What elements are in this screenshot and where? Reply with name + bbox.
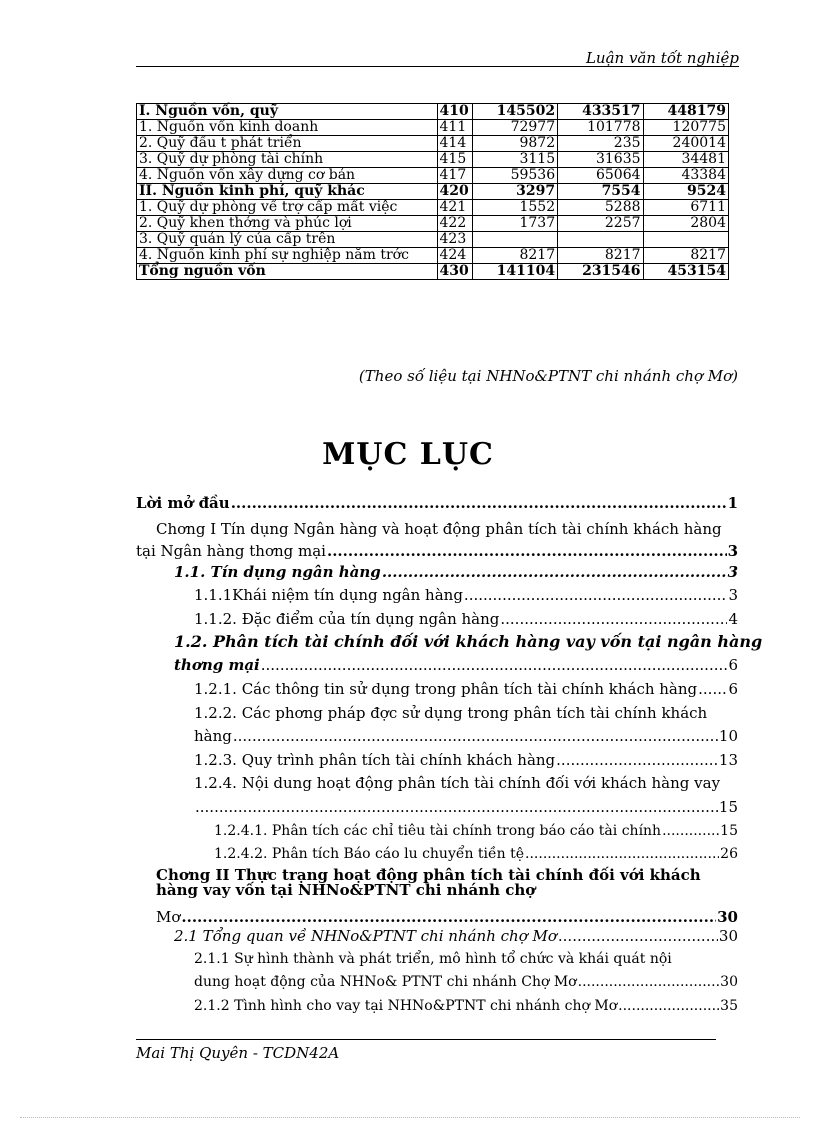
- toc-entry[interactable]: 2.1.2 Tình hình cho vay tại NHNo&PTNT chi nhánh chợ Mơ ..... 35: [194, 998, 738, 1014]
- table-row: [137, 184, 729, 200]
- table-cell-code: 424: [437, 248, 472, 264]
- table-cell-name: II. Nguồn kinh phí, quỹ khác: [137, 184, 438, 200]
- toc-entry-cont[interactable]: Mơ ..... 30: [156, 908, 738, 926]
- table-cell-name: 1. Nguồn vốn kinh doanh: [137, 120, 438, 136]
- toc-entry-cont[interactable]: ..... 15: [194, 798, 738, 816]
- table-cell-name: 4. Nguồn vốn xây dựng cơ bản: [137, 168, 438, 184]
- toc-entry[interactable]: 1.2.4.2. Phân tích Báo cáo lu chuyển tiền tệ ..... 26: [214, 846, 738, 862]
- table-cell-v3: 43384: [643, 168, 728, 184]
- toc-entry-cont[interactable]: thơng mại ..... 6: [174, 656, 738, 674]
- toc-entry[interactable]: Lời mở đầu ..... 1: [136, 494, 738, 512]
- table-cell-name: 2. Quỹ đầu t phát triển: [137, 136, 438, 152]
- toc-entry[interactable]: 1.2.4. Nội dung hoạt động phân tích tài chính đối với khách hàng vay: [194, 774, 721, 792]
- table-cell-v1: 3115: [472, 152, 557, 168]
- table-cell-v3: 34481: [643, 152, 728, 168]
- table-row: [137, 104, 729, 120]
- toc-entry[interactable]: 1.1.2. Đặc điểm của tín dụng ngân hàng ..... 4: [194, 610, 738, 628]
- toc-entry-cont[interactable]: hàng ..... 10: [194, 727, 738, 745]
- table-cell-code: 421: [437, 200, 472, 216]
- table-cell-code: 415: [437, 152, 472, 168]
- toc-entry[interactable]: 1.2.3. Quy trình phân tích tài chính khách hàng ..... 13: [194, 751, 738, 769]
- table-cell-v2: 7554: [558, 184, 643, 200]
- table-cell-v1: 1737: [472, 216, 557, 232]
- toc-entry[interactable]: Chơng II Thực trạng hoạt động phân tích tài chính đối với khách hàng vay vốn tại NHNo&PTNT chi nhánh chợ: [156, 866, 701, 899]
- table-cell-v2: 65064: [558, 168, 643, 184]
- table-cell-v2: 2257: [558, 216, 643, 232]
- table-cell-v1: 59536: [472, 168, 557, 184]
- table-cell-v3: 120775: [643, 120, 728, 136]
- table-cell-v2: 235: [558, 136, 643, 152]
- source-note: (Theo số liệu tại NHNo&PTNT chi nhánh chợ Mơ): [358, 367, 738, 385]
- table-cell-name: I. Nguồn vốn, quỹ: [137, 104, 438, 120]
- toc-entry[interactable]: 1.2.1. Các thông tin sử dụng trong phân tích tài chính khách hàng ..... 6: [194, 680, 738, 698]
- table-row: [137, 200, 729, 216]
- toc-entry-cont[interactable]: dung hoạt động của NHNo& PTNT chi nhánh Chợ Mơ ..... 30: [194, 974, 738, 990]
- table-cell-code: 417: [437, 168, 472, 184]
- table-row: [137, 168, 729, 184]
- table-cell-v3: 240014: [643, 136, 728, 152]
- table-cell-v3: 2804: [643, 216, 728, 232]
- table-cell-name: 3. Quỹ quản lý của cấp trên: [137, 232, 438, 248]
- table-cell-name: Tổng nguồn vốn: [137, 264, 438, 280]
- table-cell-v3: 9524: [643, 184, 728, 200]
- table-cell-v2: 5288: [558, 200, 643, 216]
- toc-title: MỤC LỤC: [322, 437, 494, 472]
- table-cell-v3: 8217: [643, 248, 728, 264]
- table-cell-code: 411: [437, 120, 472, 136]
- table-cell-v1: [472, 232, 557, 248]
- table-cell-v1: 8217: [472, 248, 557, 264]
- toc-entry[interactable]: 1.2. Phân tích tài chính đối với khách hàng vay vốn tại ngân hàng: [174, 632, 763, 651]
- toc-entry[interactable]: 2.1.1 Sự hình thành và phát triển, mô hình tổ chức và khái quát nội: [194, 951, 672, 967]
- toc-entry[interactable]: 2.1 Tổng quan về NHNo&PTNT chi nhánh chợ Mơ ..... 30: [174, 927, 738, 945]
- table-cell-v1: 3297: [472, 184, 557, 200]
- header-divider: [136, 66, 739, 67]
- table-row: [137, 152, 729, 168]
- toc-entry[interactable]: Chơng I Tín dụng Ngân hàng và hoạt động phân tích tài chính khách hàng: [156, 520, 722, 538]
- table-cell-code: 414: [437, 136, 472, 152]
- table-cell-name: 4. Nguồn kinh phí sự nghiệp năm trớc: [137, 248, 438, 264]
- table-cell-v1: 9872: [472, 136, 557, 152]
- table-row: [137, 264, 729, 280]
- table-cell-code: 430: [437, 264, 472, 280]
- table-row: [137, 248, 729, 264]
- footer-author: Mai Thị Quyên - TCDN42A: [136, 1044, 340, 1062]
- table-cell-v2: [558, 232, 643, 248]
- table-cell-v3: 448179: [643, 104, 728, 120]
- capital-sources-table: [136, 103, 729, 280]
- table-cell-v1: 1552: [472, 200, 557, 216]
- toc-entry[interactable]: 1.1.1Khái niệm tín dụng ngân hàng ..... 3: [194, 586, 738, 604]
- table-cell-code: 410: [437, 104, 472, 120]
- table-cell-v2: 433517: [558, 104, 643, 120]
- table-row: [137, 216, 729, 232]
- table-cell-code: 422: [437, 216, 472, 232]
- table-cell-v3: 453154: [643, 264, 728, 280]
- toc-entry[interactable]: 1.1. Tín dụng ngân hàng ..... 3: [174, 563, 738, 581]
- table-cell-v1: 145502: [472, 104, 557, 120]
- table-row: [137, 120, 729, 136]
- table-cell-name: 2. Quỹ khen thởng và phúc lợi: [137, 216, 438, 232]
- footer-divider: [136, 1039, 716, 1040]
- table-cell-v1: 72977: [472, 120, 557, 136]
- table-cell-v2: 101778: [558, 120, 643, 136]
- table-cell-v3: [643, 232, 728, 248]
- table-cell-v2: 31635: [558, 152, 643, 168]
- table-cell-v1: 141104: [472, 264, 557, 280]
- toc-entry[interactable]: 1.2.4.1. Phân tích các chỉ tiêu tài chính trong báo cáo tài chính ..... 15: [214, 823, 738, 839]
- page-header-title: Luận văn tốt nghiệp: [585, 49, 739, 67]
- table-cell-v2: 231546: [558, 264, 643, 280]
- table-cell-name: 3. Quỹ dự phòng tài chính: [137, 152, 438, 168]
- table-cell-name: 1. Quỹ dự phòng về trợ cấp mất việc: [137, 200, 438, 216]
- table-row: [137, 136, 729, 152]
- toc-entry-cont[interactable]: tại Ngân hàng thơng mại ..... 3: [136, 542, 738, 560]
- table-cell-v3: 6711: [643, 200, 728, 216]
- table-cell-v2: 8217: [558, 248, 643, 264]
- table-cell-code: 420: [437, 184, 472, 200]
- toc-entry[interactable]: 1.2.2. Các phơng pháp đợc sử dụng trong phân tích tài chính khách: [194, 704, 708, 722]
- page-bottom-border: [20, 1117, 800, 1118]
- table-row: [137, 232, 729, 248]
- table-cell-code: 423: [437, 232, 472, 248]
